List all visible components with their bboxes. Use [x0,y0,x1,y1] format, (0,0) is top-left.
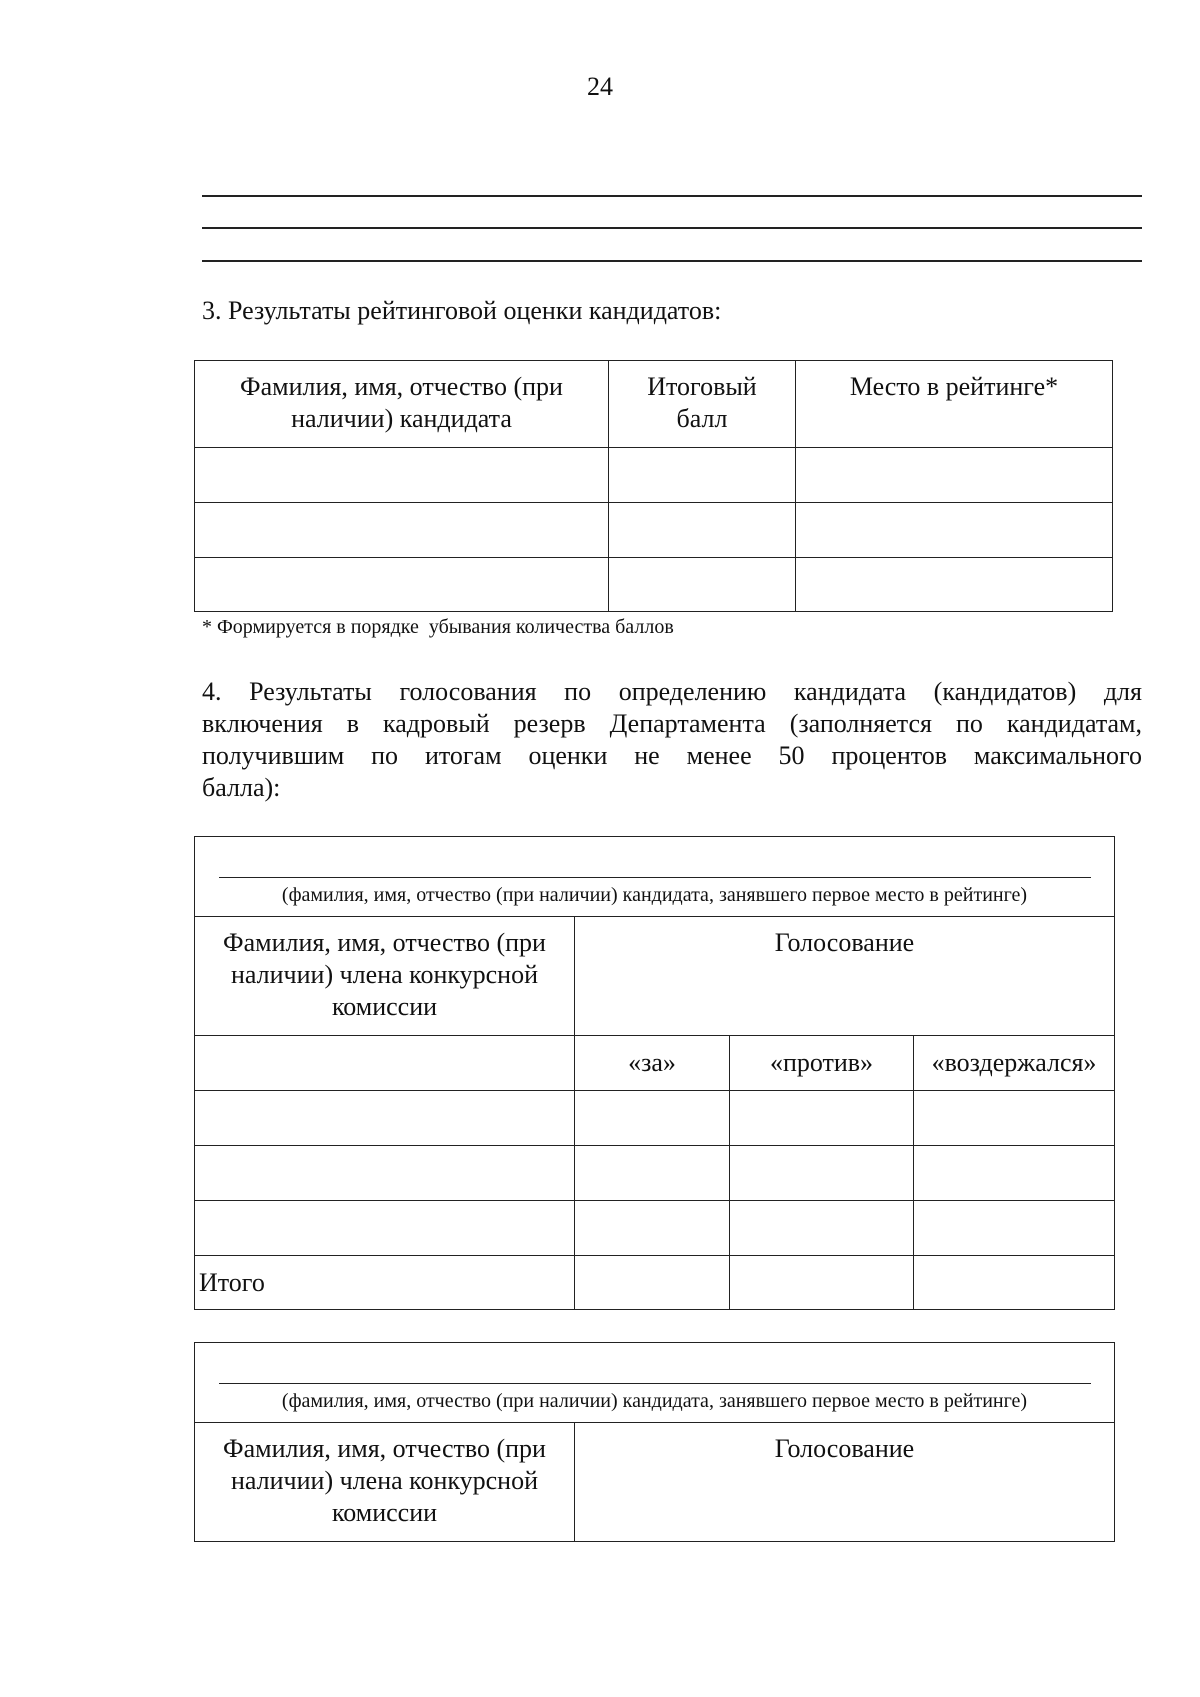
vote-1-against-cell[interactable] [730,1146,914,1201]
vote-1-candidate-caption: (фамилия, имя, отчество (при наличии) кандидата, занявшего первое место в рейтинге) [281,884,1028,906]
rating-header-name-line-2: наличии) кандидата [291,404,512,433]
rating-cell-place[interactable] [796,448,1113,503]
vote-2-candidate-caption: (фамилия, имя, отчество (при наличии) кандидата, занявшего первое место в рейтинге) [281,1390,1028,1412]
rating-header-name [195,361,609,448]
rating-cell-place[interactable] [796,503,1113,558]
vote-table-2 [194,1342,1115,1542]
vote-1-voting-header [575,917,1115,1036]
vote-1-member-header-line-1: Фамилия, имя, отчество (при [223,928,546,957]
vote-2-member-header [195,1423,575,1542]
total-row [195,1256,1115,1310]
table-row [195,503,1113,558]
vote-1-member-cell[interactable] [195,1091,575,1146]
vote-1-abstain-cell[interactable] [914,1201,1115,1256]
vote-1-against-cell[interactable] [730,1201,914,1256]
rating-cell-name[interactable] [195,503,609,558]
rating-cell-score[interactable] [609,503,796,558]
section-4-paragraph [202,676,1142,804]
rating-header-place-line-1: Место в рейтинге* [849,372,1059,401]
vote-2-member-header-line-3: комиссии [331,1498,438,1527]
vote-2-voting-header [575,1423,1115,1542]
rating-cell-score[interactable] [609,448,796,503]
vote-1-option-abstain: «воздержался» [914,1036,1115,1091]
vote-1-total-label: Итого [195,1256,575,1310]
table-row [195,448,1113,503]
vote-1-member-header-line-3: комиссии [331,992,438,1021]
vote-1-for-cell[interactable] [575,1146,730,1201]
rating-cell-name[interactable] [195,558,609,612]
rating-table [194,360,1113,612]
table-row [195,558,1113,612]
section-4-line-4: балла): [202,773,281,802]
vote-1-candidate-cell[interactable] [195,837,1115,917]
vote-1-abstain-cell[interactable] [914,1146,1115,1201]
vote-1-for-cell[interactable] [575,1091,730,1146]
vote-1-option-for: «за» [575,1036,730,1091]
section-4-line-3: получившим по итогам оценки не менее 50 процентов максимального [202,741,1142,770]
rating-cell-name[interactable] [195,448,609,503]
section-3-title: 3. Результаты рейтинговой оценки кандидатов: [202,296,722,325]
vote-1-against-cell[interactable] [730,1091,914,1146]
vote-2-candidate-cell[interactable] [195,1343,1115,1423]
vote-1-total-for[interactable] [575,1256,730,1310]
vote-2-voting-header-text: Голосование [774,1434,915,1463]
blank-line-2[interactable] [202,227,1142,229]
blank-line-1[interactable] [202,195,1142,197]
section-4-line-1: 4. Результаты голосования по определению кандидата (кандидатов) для [202,677,1142,706]
vote-1-member-cell[interactable] [195,1201,575,1256]
table-row [195,1201,1115,1256]
rating-header-score [609,361,796,448]
rating-header-place [796,361,1113,448]
rating-cell-place[interactable] [796,558,1113,612]
vote-1-blank-header [195,1036,575,1091]
vote-1-member-header-line-2: наличии) члена конкурсной [230,960,539,989]
rating-cell-score[interactable] [609,558,796,612]
vote-1-member-cell[interactable] [195,1146,575,1201]
vote-1-member-header [195,917,575,1036]
blank-line-3[interactable] [202,260,1142,262]
vote-table-1 [194,836,1115,1310]
vote-2-member-header-line-1: Фамилия, имя, отчество (при [223,1434,546,1463]
rating-header-score-line-2: балл [676,404,728,433]
vote-1-option-against: «против» [730,1036,914,1091]
vote-1-for-cell[interactable] [575,1201,730,1256]
vote-1-voting-header-text: Голосование [774,928,915,957]
vote-1-total-against[interactable] [730,1256,914,1310]
rating-footnote: * Формируется в порядке убывания количества баллов [202,616,674,638]
table-row [195,1091,1115,1146]
vote-2-member-header-line-2: наличии) члена конкурсной [230,1466,539,1495]
rating-header-name-line-1: Фамилия, имя, отчество (при [240,372,563,401]
vote-1-total-abstain[interactable] [914,1256,1115,1310]
page-number: 24 [587,72,613,101]
table-row [195,1146,1115,1201]
vote-1-abstain-cell[interactable] [914,1091,1115,1146]
rating-header-score-line-1: Итоговый [647,372,757,401]
section-4-line-2: включения в кадровый резерв Департамента (заполняется по кандидатам, [202,709,1142,738]
